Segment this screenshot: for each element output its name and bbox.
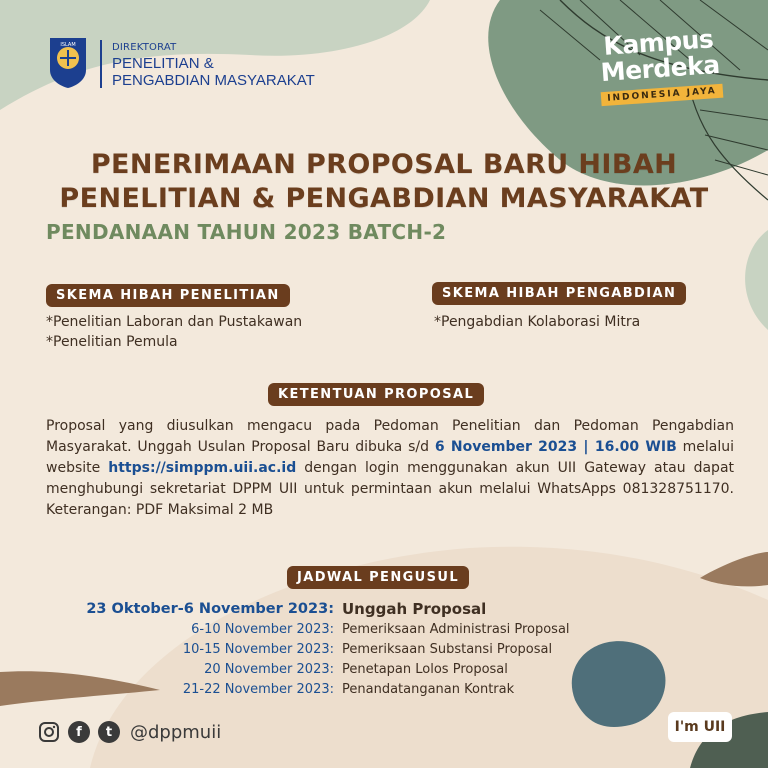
leaf-shape-right [745,230,768,330]
schedule-list [60,598,680,700]
brand-line-1: Kampus [602,24,715,61]
facebook-icon[interactable]: f [68,721,90,743]
skema-penelitian-list [46,312,302,352]
ketentuan-label: KETENTUAN PROPOSAL [268,383,484,406]
list-item: *Pengabdian Kolaborasi Mitra [434,314,641,330]
schedule-row [60,620,680,640]
logo-text: ISLAM [60,42,76,48]
subtitle: PENDANAAN TAHUN 2023 BATCH-2 [46,220,447,244]
schedule-activity: Pemeriksaan Administrasi Proposal [342,622,570,637]
skema-pengabdian-label: SKEMA HIBAH PENGABDIAN [432,282,686,305]
header-divider [100,40,102,88]
schedule-activity: Penandatanganan Kontrak [342,682,515,697]
schedule-date: 23 Oktober-6 November 2023: [86,601,334,617]
twitter-icon[interactable]: t [98,721,120,743]
schedule-row [60,598,680,620]
ketentuan-text-c: dengan login menggunakan akun UII Gateway atau dapat menghubungi sekretariat DPPM UII untuk permintaan akun melalui WhatsApps 081328751170. Keterangan: PDF Maksimal 2 MB [46,460,735,518]
im-uii-logo: I'm UII [668,712,732,742]
list-item: *Penelitian Laboran dan Pustakawan [46,314,303,330]
brand-line-2: Merdeka [599,49,721,88]
schedule-date: 10-15 November 2023: [182,642,334,657]
schedule-row [60,640,680,660]
main-title-line-2: PENELITIAN & PENGABDIAN MASYARAKAT [59,183,709,214]
website-link[interactable]: https://simppm.uii.ac.id [108,460,297,476]
directorate-line-1: PENELITIAN & [112,55,214,72]
social-links [38,721,221,743]
skema-pengabdian-list [434,312,640,332]
schedule-date: 21-22 November 2023: [182,682,334,697]
schedule-activity: Pemeriksaan Substansi Proposal [342,642,553,657]
jadwal-label: JADWAL PENGUSUL [287,566,469,589]
ketentuan-text-a: Proposal yang diusulkan mengacu pada Pedoman Penelitian dan Pedoman Pengabdian Masyarakat. Unggah Usulan Proposal Baru dibuka s/d [46,418,734,455]
schedule-row [60,660,680,680]
uii-logo [46,36,90,90]
schedule-activity: Penetapan Lolos Proposal [342,662,508,677]
instagram-icon[interactable] [38,721,60,743]
directorate-label: DIREKTORAT [112,42,177,53]
ketentuan-text-b: melalui website [46,439,734,476]
ketentuan-paragraph [46,416,734,521]
schedule-activity: Unggah Proposal [342,600,487,618]
social-handle: @dppmuii [130,721,222,743]
brand-badge: INDONESIA JAYA [601,84,723,106]
schedule-row [60,680,680,700]
directorate-line-2: PENGABDIAN MASYARAKAT [112,72,315,89]
schedule-date: 20 November 2023: [204,662,334,677]
deadline-text: 6 November 2023 | 16.00 WIB [434,439,677,455]
schedule-date: 6-10 November 2023: [191,622,334,637]
kampus-merdeka-logo [588,25,733,107]
main-title-line-1: PENERIMAAN PROPOSAL BARU HIBAH [90,149,678,180]
list-item: *Penelitian Pemula [46,334,178,350]
brush-stroke-right [700,552,768,586]
skema-penelitian-label: SKEMA HIBAH PENELITIAN [46,284,290,307]
